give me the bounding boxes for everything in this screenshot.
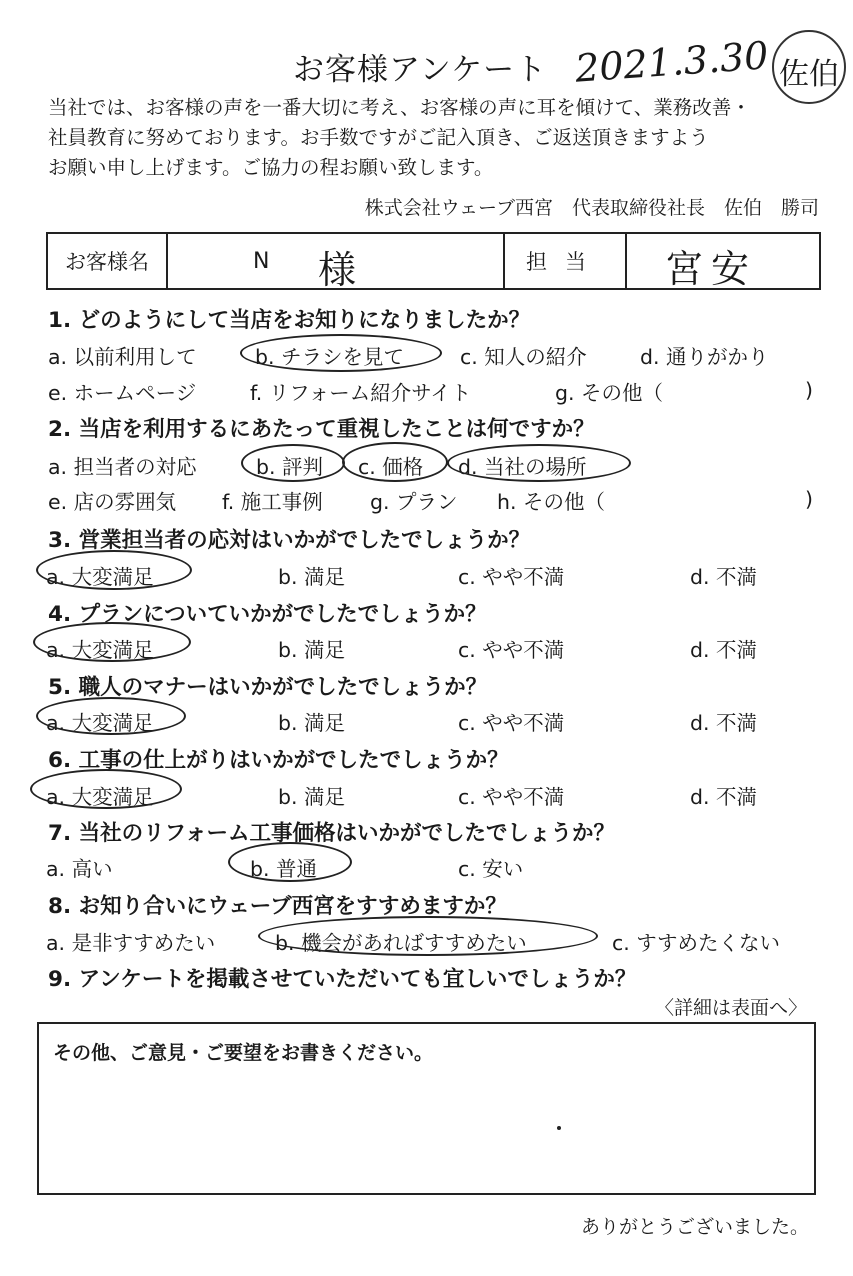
q1-answer-circle (240, 334, 442, 372)
q2-option-f[interactable]: f. 施工事例 (222, 490, 323, 514)
question-2: 2. 当店を利用するにあたって重視したことは何ですか？ (48, 417, 595, 442)
question-5: 5. 職人のマナーはいかがでしたでしょうか？ (48, 675, 488, 700)
q4-option-d[interactable]: d. 不満 (690, 638, 758, 662)
thanks-text: ありがとうございました。 (580, 1216, 809, 1238)
q6-option-b[interactable]: b. 満足 (278, 785, 346, 809)
q1-option-e[interactable]: e. ホームページ (48, 381, 197, 405)
q1-option-g[interactable]: g. その他（ (555, 381, 664, 405)
q3-option-b[interactable]: b. 満足 (278, 565, 346, 589)
q4-answer-circle (33, 622, 191, 662)
customer-honorific: 様 (318, 248, 357, 292)
q1-option-c[interactable]: c. 知人の紹介 (460, 345, 587, 369)
q2-answer-circle-d (447, 444, 631, 482)
q9-details-note: 〈詳細は表面へ〉 (654, 997, 807, 1019)
approval-seal (772, 30, 846, 104)
q2-answer-circle-c (342, 442, 448, 482)
staff-name: 宮安 (665, 247, 758, 291)
customer-initial: N (253, 249, 270, 274)
customer-name-label: お客様名 (48, 234, 168, 288)
seal-text: 佐伯 (779, 57, 839, 92)
q2-other-close: ) (805, 487, 813, 511)
q8-option-a[interactable]: a. 是非すすめたい (46, 931, 216, 955)
q4-option-c[interactable]: c. やや不満 (458, 638, 565, 662)
q5-option-b[interactable]: b. 満足 (278, 711, 346, 735)
q5-answer-circle (36, 697, 186, 735)
customer-table (46, 232, 821, 290)
intro-line: 当社では、お客様の声を一番大切に考え、お客様の声に耳を傾けて、業務改善・ (48, 96, 751, 119)
q8-option-c[interactable]: c. すすめたくない (612, 931, 781, 955)
staff-label: 担当 (505, 234, 627, 288)
q2-option-g[interactable]: g. プラン (370, 490, 458, 514)
q8-option-b[interactable]: b. 機会があればすすめたい (275, 931, 527, 955)
q5-option-a[interactable]: a. 大変満足 (46, 711, 154, 735)
q2-option-e[interactable]: e. 店の雰囲気 (48, 490, 177, 514)
question-8: 8. お知り合いにウェーブ西宮をすすめますか？ (48, 894, 507, 919)
customer-name-field[interactable] (168, 234, 505, 292)
q2-option-d[interactable]: d. 当社の場所 (458, 455, 587, 479)
intro-text (48, 93, 751, 183)
question-9: 9. アンケートを掲載させていただいても宜しいでしょうか？ (48, 967, 637, 992)
q3-option-a[interactable]: a. 大変満足 (46, 565, 154, 589)
q3-option-c[interactable]: c. やや不満 (458, 565, 565, 589)
company-line: 株式会社ウェーブ西宮 代表取締役社長 佐伯 勝司 (364, 197, 819, 219)
staff-name-field[interactable] (627, 234, 819, 291)
q1-option-b[interactable]: b. チラシを見て (255, 345, 405, 369)
ink-dot (557, 1126, 561, 1130)
q8-answer-circle (258, 916, 598, 956)
question-7: 7. 当社のリフォーム工事価格はいかがでしたでしょうか？ (48, 821, 616, 846)
question-1: 1. どのようにして当店をお知りになりましたか？ (48, 308, 531, 333)
q6-option-d[interactable]: d. 不満 (690, 785, 758, 809)
q2-option-b[interactable]: b. 評判 (256, 455, 324, 479)
remarks-box[interactable] (37, 1022, 816, 1195)
q7-option-a[interactable]: a. 高い (46, 857, 113, 881)
q1-option-f[interactable]: f. リフォーム紹介サイト (250, 381, 472, 405)
q5-option-d[interactable]: d. 不満 (690, 711, 758, 735)
q1-other-close: ) (805, 378, 813, 402)
q6-option-a[interactable]: a. 大変満足 (46, 785, 154, 809)
q3-answer-circle (36, 550, 192, 590)
remarks-label: その他、ご意見・ご要望をお書きください。 (53, 1042, 434, 1064)
intro-line: 社員教育に努めております。お手数ですがご記入頂き、ご返送頂きますよう (48, 126, 709, 149)
handwritten-date: 2021.3.30 (573, 33, 770, 91)
question-4: 4. プランについていかがでしたでしょうか？ (48, 602, 487, 627)
q7-option-c[interactable]: c. 安い (458, 857, 524, 881)
q2-option-c[interactable]: c. 価格 (358, 455, 424, 479)
q4-option-a[interactable]: a. 大変満足 (46, 638, 154, 662)
survey-title: お客様アンケート (293, 52, 548, 88)
question-6: 6. 工事の仕上がりはいかがでしたでしょうか？ (48, 748, 509, 773)
q7-answer-circle (228, 842, 352, 882)
q5-option-c[interactable]: c. やや不満 (458, 711, 565, 735)
q2-answer-circle-b (241, 444, 345, 482)
q4-option-b[interactable]: b. 満足 (278, 638, 346, 662)
q2-option-a[interactable]: a. 担当者の対応 (48, 455, 197, 479)
q3-option-d[interactable]: d. 不満 (690, 565, 758, 589)
q6-option-c[interactable]: c. やや不満 (458, 785, 565, 809)
q6-answer-circle (30, 769, 182, 809)
q1-option-d[interactable]: d. 通りがかり (640, 345, 769, 369)
intro-line: お願い申し上げます。ご協力の程お願い致します。 (48, 156, 494, 179)
question-3: 3. 営業担当者の応対はいかがでしたでしょうか？ (48, 528, 531, 553)
q1-option-a[interactable]: a. 以前利用して (48, 345, 197, 369)
q7-option-b[interactable]: b. 普通 (250, 857, 318, 881)
q2-option-h[interactable]: h. その他（ (497, 490, 606, 514)
